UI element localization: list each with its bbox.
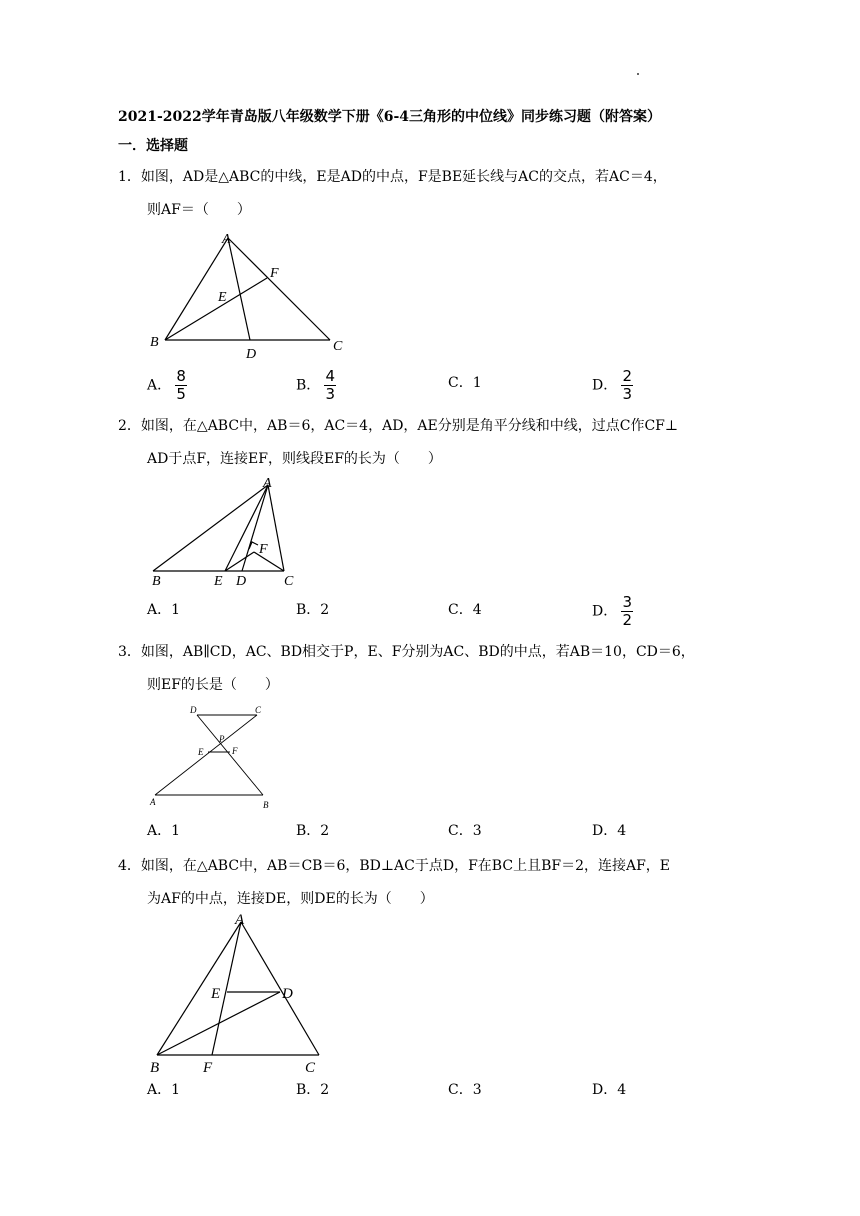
question-number: 4．: [118, 858, 141, 874]
label-b: B: [152, 574, 161, 589]
question-text: 如图，在△ABC中，AB＝CB＝6，BD⊥AC于点D，F在BC上且BF＝2，连接AF，E: [140, 858, 671, 874]
label-c: C: [333, 339, 343, 354]
q3-option-c[interactable]: C．3: [448, 823, 482, 839]
label-d: D: [282, 986, 293, 1002]
segment-bf: [165, 278, 267, 340]
q1-option-a[interactable]: A． $\frac{8}{5}$: [147, 367, 186, 403]
segment-ac: [155, 715, 257, 795]
question-2-line-1: [118, 415, 678, 437]
question-3-figure: [145, 702, 280, 812]
q3-option-b[interactable]: B．2: [296, 823, 330, 839]
question-1-figure: [140, 228, 360, 363]
question-text: 如图，AB∥CD，AC、BD相交于P，E、F分别为AC、BD的中点，若AB＝10，CD＝6，: [140, 644, 695, 660]
label-b: B: [150, 1060, 160, 1076]
question-3-line-2: 则EF的长是（ ）: [147, 677, 279, 693]
label-f: F: [232, 746, 238, 756]
question-1-line-1: [118, 166, 667, 188]
fraction: $\frac{3}{2}$: [622, 593, 632, 629]
fraction: $\frac{4}{3}$: [325, 367, 336, 403]
label-p: P: [219, 734, 225, 744]
label-f: F: [203, 1060, 213, 1076]
q2-option-a[interactable]: A．1: [147, 602, 181, 618]
q1-option-b[interactable]: B． $\frac{4}{3}$: [296, 367, 336, 403]
question-number: 3．: [118, 644, 141, 660]
q2-option-c[interactable]: C．4: [448, 602, 482, 618]
question-4-figure: [140, 910, 340, 1080]
q4-option-a[interactable]: A．1: [147, 1082, 181, 1098]
label-f: F: [270, 266, 279, 281]
label-d: D: [236, 574, 247, 589]
label-d: D: [246, 347, 257, 362]
label-b: B: [263, 800, 269, 810]
label-e: E: [218, 290, 227, 305]
question-number: 1．: [118, 169, 141, 185]
label-c: C: [255, 705, 262, 715]
q4-option-b[interactable]: B．2: [296, 1082, 330, 1098]
question-2-line-2: AD于点F，连接EF，则线段EF的长为（ ）: [147, 451, 442, 467]
q2-option-b[interactable]: B．2: [296, 602, 330, 618]
label-e: E: [211, 986, 221, 1002]
header-dot: [637, 73, 639, 75]
question-text: 如图，AD是△ABC的中线，E是AD的中点，F是BE延长线与AC的交点，若AC＝4，: [140, 169, 667, 185]
fraction: $\frac{2}{3}$: [622, 367, 632, 403]
page-title: 2021-2022学年青岛版八年级数学下册《6-4三角形的中位线》同步练习题（附答案）: [118, 109, 662, 125]
fraction: $\frac{8}{5}$: [176, 367, 186, 403]
question-3-line-1: [118, 641, 695, 663]
segment-bd: [197, 715, 263, 795]
segment-ab: [153, 485, 268, 571]
q2-option-d[interactable]: D． $\frac{3}{2}$: [592, 593, 632, 629]
label-a: A: [235, 912, 245, 928]
label-b: B: [150, 335, 159, 350]
label-e: E: [198, 747, 204, 757]
label-a: A: [222, 232, 231, 247]
segment-ad: [228, 238, 250, 340]
question-number: 2．: [118, 418, 141, 434]
question-1-line-2: 则AF＝（ ）: [147, 202, 251, 218]
question-4-line-1: [118, 855, 670, 877]
segment-ac: [268, 485, 284, 571]
label-a: A: [263, 476, 272, 491]
section-heading: 一．选择题: [118, 138, 188, 154]
segment-ac: [228, 238, 330, 340]
label-c: C: [284, 574, 294, 589]
q4-option-d[interactable]: D．4: [592, 1082, 627, 1098]
q3-option-a[interactable]: A．1: [147, 823, 181, 839]
question-text: 如图，在△ABC中，AB＝6，AC＝4，AD，AE分别是角平分线和中线，过点C作CF⊥: [140, 418, 679, 434]
question-4-line-2: 为AF的中点，连接DE，则DE的长为（ ）: [147, 891, 434, 907]
question-2-figure: [145, 475, 315, 590]
q1-option-d[interactable]: D． $\frac{2}{3}$: [592, 367, 632, 403]
label-c: C: [305, 1060, 316, 1076]
q3-option-d[interactable]: D．4: [592, 823, 627, 839]
label-e: E: [214, 574, 223, 589]
label-d: D: [190, 705, 197, 715]
segment-ab: [157, 922, 241, 1055]
q1-option-c[interactable]: C．1: [448, 375, 482, 391]
segment-ab: [165, 238, 228, 340]
label-f: F: [259, 542, 268, 557]
q4-option-c[interactable]: C．3: [448, 1082, 482, 1098]
segment-ac: [241, 922, 319, 1055]
label-a: A: [150, 797, 156, 807]
